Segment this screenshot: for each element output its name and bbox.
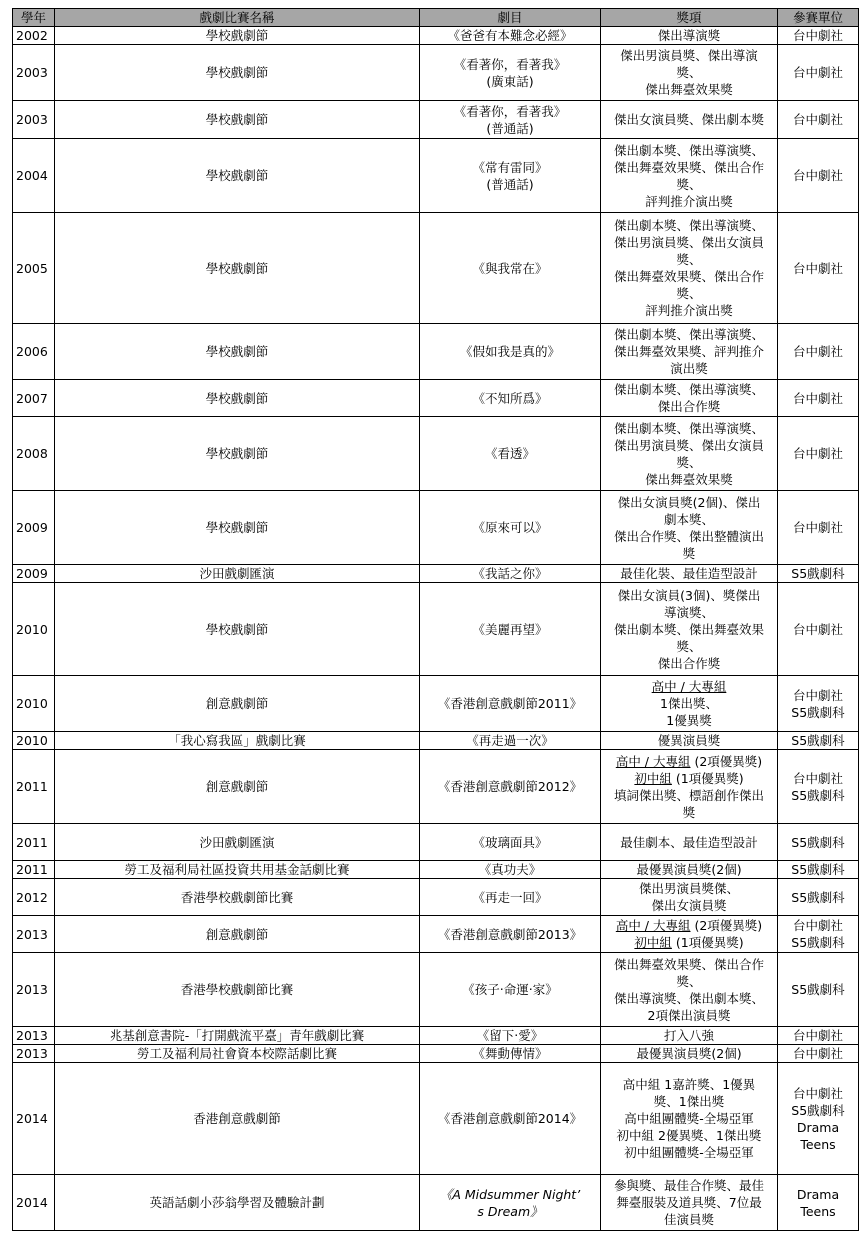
awards-cell (601, 213, 778, 324)
play-cell (420, 45, 601, 101)
competition-cell: 學校戲劇節 (55, 491, 420, 565)
table-row (13, 45, 859, 101)
play-line: 《美麗再望》 (472, 621, 548, 637)
play-cell (420, 953, 601, 1027)
unit-cell (778, 861, 859, 879)
awards-line: 2項傑出演員獎 (647, 1007, 731, 1023)
unit-cell (778, 213, 859, 324)
unit-line: Drama (796, 1186, 840, 1202)
awards-line: 高中 / 大專組 (2項優異獎) (615, 753, 763, 769)
awards-line: 高中 / 大專組 (651, 679, 727, 694)
awards-cell (601, 750, 778, 824)
unit-cell (778, 732, 859, 750)
unit-line: 台中劇社 (792, 1028, 843, 1043)
year-cell: 2013 (13, 1045, 55, 1063)
unit-line: 台中劇社 (792, 390, 843, 406)
awards-line: 打入八強 (663, 1028, 714, 1043)
play-line: 《我話之你》 (472, 566, 548, 581)
unit-line: S5戲劇科 (791, 982, 845, 997)
unit-line: 台中劇社 (792, 344, 843, 359)
unit-cell (778, 824, 859, 861)
competition-cell: 創意戲劇節 (55, 916, 420, 953)
year-cell: 2013 (13, 916, 55, 953)
year-cell: 2012 (13, 879, 55, 916)
play-cell (420, 380, 601, 417)
table-row (13, 1045, 859, 1063)
year-cell: 2010 (13, 732, 55, 750)
awards-line: 最佳劇本、最佳造型設計 (620, 834, 758, 850)
awards-line: 評判推介演出獎 (645, 193, 733, 209)
competition-cell: 學校戲劇節 (55, 101, 420, 139)
play-cell (420, 565, 601, 583)
play-line: 《舞動傳情》 (472, 1046, 548, 1061)
play-line: 《香港創意戲劇節2013》 (437, 926, 583, 942)
year-cell: 2009 (13, 491, 55, 565)
unit-line: 台中劇社 (792, 446, 843, 461)
awards-line: 傑出舞臺效果獎、評判推介 (613, 344, 764, 359)
unit-cell (778, 916, 859, 953)
competition-cell: 學校戲劇節 (55, 139, 420, 213)
year-cell: 2011 (13, 750, 55, 824)
awards-cell (601, 139, 778, 213)
table-row (13, 861, 859, 879)
header-competition: 戲劇比賽名稱 (55, 9, 420, 27)
play-line: 《香港創意戲劇節2011》 (437, 696, 583, 711)
unit-line: 台中劇社 (792, 65, 843, 80)
unit-cell (778, 750, 859, 824)
awards-line: 獎、1傑出獎 (653, 1094, 725, 1109)
year-cell: 2011 (13, 861, 55, 879)
awards-line: 高中 / 大專組 (2項優異獎) (615, 918, 763, 933)
awards-line: 傑出男演員獎、傑出導演 (620, 48, 758, 63)
play-line: 《香港創意戲劇節2012》 (437, 779, 583, 794)
year-cell: 2003 (13, 101, 55, 139)
unit-cell (778, 1063, 859, 1175)
year-cell: 2007 (13, 380, 55, 417)
play-cell (420, 750, 601, 824)
play-cell (420, 1175, 601, 1231)
awards-cell (601, 583, 778, 676)
competition-cell: 「我心寫我區」戲劇比賽 (55, 732, 420, 750)
awards-line: 初中組 2優異獎、1傑出獎 (616, 1128, 762, 1143)
awards-line: 最優異演員獎(2個) (636, 1046, 742, 1061)
play-line: 《假如我是真的》 (459, 344, 560, 359)
unit-cell (778, 45, 859, 101)
competition-cell: 勞工及福利局社區投資共用基金話劇比賽 (55, 861, 420, 879)
unit-line: S5戲劇科 (791, 889, 845, 905)
competition-cell: 學校戲劇節 (55, 213, 420, 324)
awards-line: 傑出劇本獎、傑出舞臺效果 (613, 621, 764, 637)
awards-cell (601, 1027, 778, 1045)
unit-cell (778, 380, 859, 417)
unit-line: S5戲劇科 (791, 704, 845, 720)
awards-line: 舞臺服裝及道具獎、7位最 (616, 1195, 762, 1210)
awards-cell (601, 1045, 778, 1063)
play-line: 《香港創意戲劇節2014》 (437, 1111, 583, 1126)
play-cell (420, 1063, 601, 1175)
unit-line: S5戲劇科 (791, 834, 845, 850)
table-row (13, 213, 859, 324)
awards-line: 填詞傑出獎、標語創作傑出 (613, 787, 764, 803)
play-cell (420, 101, 601, 139)
table-row (13, 916, 859, 953)
awards-table-container (12, 8, 858, 1231)
awards-line: 高中組 1嘉許獎、1優異 (622, 1077, 756, 1092)
unit-line: 台中劇社 (792, 168, 843, 183)
awards-cell (601, 101, 778, 139)
awards-line: 傑出舞臺效果獎 (645, 471, 733, 487)
play-line: 《不知所爲》 (472, 390, 548, 406)
awards-cell (601, 417, 778, 491)
play-cell (420, 27, 601, 45)
table-row (13, 491, 859, 565)
awards-cell (601, 861, 778, 879)
competition-cell: 勞工及福利局社會資本校際話劇比賽 (55, 1045, 420, 1063)
table-row (13, 27, 859, 45)
table-row (13, 879, 859, 916)
play-line: s Dream》 (477, 1203, 543, 1219)
unit-cell (778, 676, 859, 732)
awards-cell (601, 732, 778, 750)
awards-line: 獎、 (676, 638, 702, 654)
play-cell (420, 916, 601, 953)
unit-line: S5戲劇科 (791, 566, 845, 581)
year-cell: 2004 (13, 139, 55, 213)
table-row (13, 676, 859, 732)
awards-line: 傑出舞臺效果獎、傑出合作 (613, 956, 764, 972)
year-cell: 2003 (13, 45, 55, 101)
unit-line: S5戲劇科 (791, 935, 845, 950)
awards-cell (601, 953, 778, 1027)
unit-line: 台中劇社 (792, 918, 843, 933)
year-cell: 2014 (13, 1063, 55, 1175)
table-row (13, 750, 859, 824)
awards-line: 獎、 (676, 176, 702, 192)
play-line: 《看著你，看著我》 (453, 103, 567, 119)
awards-line: 佳演員獎 (663, 1212, 714, 1227)
awards-cell (601, 1175, 778, 1231)
table-row (13, 139, 859, 213)
competition-cell: 英語話劇小莎翁學習及體驗計劃 (55, 1175, 420, 1231)
play-line: (普通話) (486, 120, 534, 136)
unit-line: 台中劇社 (792, 1085, 843, 1101)
year-cell: 2006 (13, 324, 55, 380)
awards-line: 傑出女演員獎 (651, 898, 727, 913)
play-line: 《孩子‧命運‧家》 (462, 982, 558, 997)
year-cell: 2005 (13, 213, 55, 324)
awards-line: 傑出劇本獎、傑出導演獎、 (613, 420, 764, 436)
unit-cell (778, 27, 859, 45)
awards-line: 獎、 (676, 252, 702, 267)
table-header-row (13, 9, 859, 27)
year-cell: 2013 (13, 953, 55, 1027)
awards-line: 傑出劇本獎、傑出導演獎、 (613, 327, 764, 342)
competition-cell: 創意戲劇節 (55, 676, 420, 732)
awards-line: 優異演員獎 (657, 733, 721, 748)
year-cell: 2013 (13, 1027, 55, 1045)
unit-cell (778, 1045, 859, 1063)
awards-line: 評判推介演出獎 (645, 303, 733, 318)
unit-line: S5戲劇科 (791, 862, 845, 877)
play-line: 《看著你，看著我》 (453, 56, 567, 72)
awards-line: 傑出舞臺效果獎 (645, 82, 733, 97)
unit-cell (778, 324, 859, 380)
awards-cell (601, 824, 778, 861)
awards-line: 高中組團體獎-全場亞軍 (624, 1111, 754, 1126)
competition-cell: 香港學校戲劇節比賽 (55, 879, 420, 916)
awards-line: 獎、 (676, 454, 702, 470)
awards-cell (601, 27, 778, 45)
unit-cell (778, 491, 859, 565)
table-row (13, 101, 859, 139)
competition-cell: 香港創意戲劇節 (55, 1063, 420, 1175)
competition-cell: 學校戲劇節 (55, 45, 420, 101)
unit-cell (778, 565, 859, 583)
unit-line: 台中劇社 (792, 621, 843, 637)
table-row (13, 1027, 859, 1045)
play-cell (420, 879, 601, 916)
unit-line: 台中劇社 (792, 687, 843, 703)
awards-line: 獎、 (676, 286, 702, 301)
play-line: (普通話) (486, 176, 534, 192)
year-cell: 2009 (13, 565, 55, 583)
play-line: 《原來可以》 (472, 520, 548, 535)
unit-line: 台中劇社 (792, 1046, 843, 1061)
awards-line: 傑出導演獎、傑出劇本獎、 (613, 990, 764, 1006)
competition-cell: 沙田戲劇匯演 (55, 565, 420, 583)
awards-line: 傑出女演員獎、傑出劇本獎 (613, 112, 764, 127)
play-line: 《留下‧愛》 (476, 1028, 544, 1043)
play-line: (廣東話) (486, 73, 534, 89)
unit-cell (778, 879, 859, 916)
header-play: 劇目 (420, 9, 601, 27)
year-cell: 2008 (13, 417, 55, 491)
awards-line: 獎、 (676, 65, 702, 80)
unit-cell (778, 953, 859, 1027)
unit-line: S5戲劇科 (791, 1102, 845, 1118)
table-row (13, 565, 859, 583)
play-cell (420, 491, 601, 565)
awards-line: 傑出劇本獎、傑出導演獎、 (613, 382, 764, 397)
unit-cell (778, 1027, 859, 1045)
awards-cell (601, 879, 778, 916)
unit-line: Teens (800, 1203, 836, 1219)
awards-line: 獎 (682, 545, 696, 561)
table-body (13, 27, 859, 1231)
awards-line: 傑出男演員獎、傑出女演員 (613, 235, 764, 250)
play-line: 《再走一回》 (472, 889, 548, 905)
play-cell (420, 324, 601, 380)
play-line: 《再走過一次》 (466, 733, 554, 748)
unit-line: 台中劇社 (792, 770, 843, 786)
awards-line: 最佳化裝、最佳造型設計 (620, 566, 758, 581)
awards-line: 傑出合作獎 (657, 655, 721, 671)
table-row (13, 417, 859, 491)
table-row (13, 953, 859, 1027)
unit-line: 台中劇社 (792, 260, 843, 276)
year-cell: 2010 (13, 583, 55, 676)
play-cell (420, 861, 601, 879)
year-cell: 2010 (13, 676, 55, 732)
awards-line: 傑出男演員獎傑、 (638, 881, 739, 896)
year-cell: 2002 (13, 27, 55, 45)
awards-line: 1傑出獎、 (660, 696, 718, 711)
unit-line: Drama (796, 1119, 840, 1135)
awards-line: 最優異演員獎(2個) (636, 862, 742, 877)
competition-cell: 學校戲劇節 (55, 324, 420, 380)
table-row (13, 380, 859, 417)
competition-cell: 香港學校戲劇節比賽 (55, 953, 420, 1027)
awards-cell (601, 916, 778, 953)
year-cell: 2011 (13, 824, 55, 861)
competition-cell: 沙田戲劇匯演 (55, 824, 420, 861)
play-line: 《真功夫》 (478, 862, 542, 877)
play-line: 《看透》 (484, 446, 535, 461)
play-cell (420, 1045, 601, 1063)
play-line: 《與我常在》 (472, 260, 548, 276)
competition-cell: 學校戲劇節 (55, 583, 420, 676)
unit-line: S5戲劇科 (791, 733, 845, 748)
table-row (13, 732, 859, 750)
awards-line: 傑出合作獎、傑出整體演出 (613, 528, 764, 544)
table-row (13, 1063, 859, 1175)
awards-line: 參與獎、最佳合作獎、最佳 (613, 1178, 764, 1193)
awards-line: 傑出舞臺效果獎、傑出合作 (613, 269, 764, 284)
awards-line: 傑出導演獎 (657, 28, 721, 43)
unit-cell (778, 583, 859, 676)
competition-cell: 學校戲劇節 (55, 380, 420, 417)
header-awards: 獎項 (601, 9, 778, 27)
awards-line: 初中組 (1項優異獎) (634, 770, 744, 786)
awards-cell (601, 491, 778, 565)
awards-line: 獎、 (676, 973, 702, 989)
awards-line: 1優異獎 (666, 713, 712, 728)
drama-awards-table (12, 8, 859, 1231)
unit-line: S5戲劇科 (791, 787, 845, 803)
awards-cell (601, 324, 778, 380)
play-cell (420, 676, 601, 732)
play-cell (420, 213, 601, 324)
competition-cell: 兆基創意書院-「打開戲流平臺」青年戲劇比賽 (55, 1027, 420, 1045)
awards-line: 初中組團體獎-全場亞軍 (624, 1145, 754, 1160)
play-line: 《A Midsummer Night’ (439, 1186, 581, 1202)
awards-cell (601, 45, 778, 101)
awards-line: 獎 (682, 804, 696, 820)
unit-cell (778, 101, 859, 139)
awards-line: 傑出女演員獎(2個)、傑出 (617, 494, 761, 510)
year-cell: 2014 (13, 1175, 55, 1231)
play-cell (420, 1027, 601, 1045)
table-row (13, 824, 859, 861)
awards-cell (601, 676, 778, 732)
unit-cell (778, 139, 859, 213)
awards-line: 傑出合作獎 (657, 399, 721, 414)
competition-cell: 學校戲劇節 (55, 27, 420, 45)
competition-cell: 創意戲劇節 (55, 750, 420, 824)
play-line: 《玻璃面具》 (472, 834, 548, 850)
awards-cell (601, 1063, 778, 1175)
unit-cell (778, 417, 859, 491)
play-cell (420, 732, 601, 750)
awards-line: 劇本獎、 (663, 511, 714, 527)
unit-cell (778, 1175, 859, 1231)
awards-line: 傑出男演員獎、傑出女演員 (613, 437, 764, 453)
table-row (13, 324, 859, 380)
unit-line: 台中劇社 (792, 28, 843, 43)
awards-line: 傑出女演員(3個)、獎傑出 (617, 587, 761, 603)
header-unit: 參賽單位 (778, 9, 859, 27)
play-cell (420, 824, 601, 861)
header-year: 學年 (13, 9, 55, 27)
awards-line: 傑出舞臺效果獎、傑出合作 (613, 159, 764, 175)
play-line: 《爸爸有本難念必經》 (447, 28, 573, 43)
competition-cell: 學校戲劇節 (55, 417, 420, 491)
awards-cell (601, 565, 778, 583)
awards-line: 導演獎、 (663, 604, 714, 620)
play-line: 《常有雷同》 (472, 159, 548, 175)
play-cell (420, 583, 601, 676)
awards-line: 傑出劇本獎、傑出導演獎、 (613, 142, 764, 158)
awards-line: 傑出劇本獎、傑出導演獎、 (613, 218, 764, 233)
table-row (13, 583, 859, 676)
unit-line: 台中劇社 (792, 112, 843, 127)
play-cell (420, 417, 601, 491)
unit-line: Teens (800, 1136, 836, 1152)
awards-line: 演出獎 (670, 361, 708, 376)
awards-line: 初中組 (1項優異獎) (634, 935, 744, 950)
play-cell (420, 139, 601, 213)
awards-cell (601, 380, 778, 417)
unit-line: 台中劇社 (792, 520, 843, 535)
table-row (13, 1175, 859, 1231)
